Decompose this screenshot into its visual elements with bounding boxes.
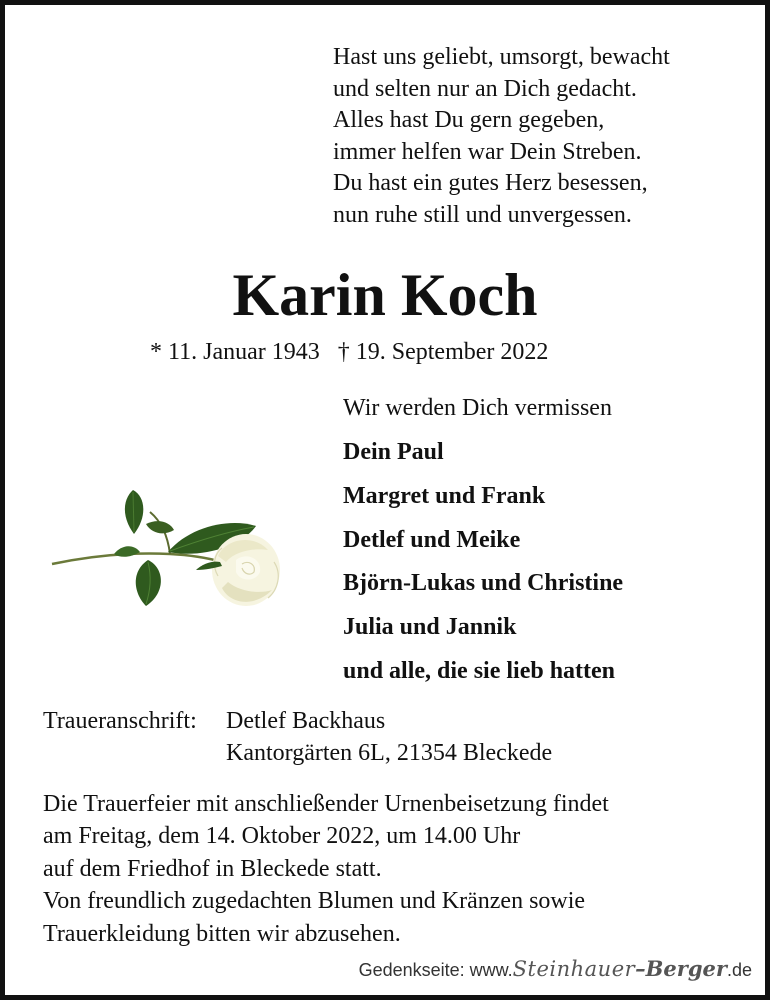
address-label: Traueranschrift: <box>43 708 197 734</box>
mourners-block <box>343 392 623 694</box>
brand-steinhauer: Steinhauer <box>512 957 636 981</box>
poem-line: Du hast ein gutes Herz besessen, <box>333 170 648 196</box>
mourner-name: Björn-Lukas und Christine <box>343 570 624 597</box>
footer-prefix: Gedenkseite: www. <box>358 960 513 980</box>
funeral-line: Trauerkleidung bitten wir abzusehen. <box>43 920 401 947</box>
memorial-page-link[interactable] <box>359 956 752 981</box>
mourner-name: Julia und Jannik <box>343 614 517 641</box>
poem-line: nun ruhe still und unvergessen. <box>333 201 632 228</box>
birth-date: * 11. Januar 1943 <box>150 339 320 365</box>
death-date: † 19. September 2022 <box>337 339 549 365</box>
life-dates <box>150 335 548 369</box>
white-rose-icon <box>50 478 285 618</box>
mourner-name: Detlef und Meike <box>343 526 521 553</box>
mourner-name: Margret und Frank <box>343 482 546 509</box>
footer-suffix: .de <box>726 960 752 980</box>
poem-line: Hast uns geliebt, umsorgt, bewacht <box>333 44 670 70</box>
address-line-2: Kantorgärten 6L, 21354 Bleckede <box>226 740 553 766</box>
funeral-line: Von freundlich zugedachten Blumen und Kränzen sowie <box>43 888 586 915</box>
funeral-line: auf dem Friedhof in Bleckede statt. <box>43 855 382 882</box>
brand-separator: – <box>635 956 646 981</box>
poem-line: immer helfen war Dein Streben. <box>333 138 642 165</box>
deceased-name: Karin Koch <box>232 262 538 328</box>
mourners-intro: Wir werden Dich vermissen <box>343 395 612 421</box>
poem-line: und selten nur an Dich gedacht. <box>333 75 637 102</box>
mourner-name: Dein Paul <box>343 439 444 465</box>
brand-berger: Berger <box>645 956 727 981</box>
poem-block <box>333 42 670 231</box>
poem-line: Alles hast Du gern gegeben, <box>333 107 605 133</box>
mourner-name: und alle, die sie lieb hatten <box>343 657 616 684</box>
address-line-1: Detlef Backhaus <box>226 708 386 734</box>
funeral-notice <box>43 788 609 950</box>
funeral-line: am Freitag, dem 14. Oktober 2022, um 14.00 Uhr <box>43 823 521 850</box>
funeral-line: Die Trauerfeier mit anschließender Urnenbeisetzung findet <box>43 791 609 817</box>
mourning-address <box>43 705 552 769</box>
